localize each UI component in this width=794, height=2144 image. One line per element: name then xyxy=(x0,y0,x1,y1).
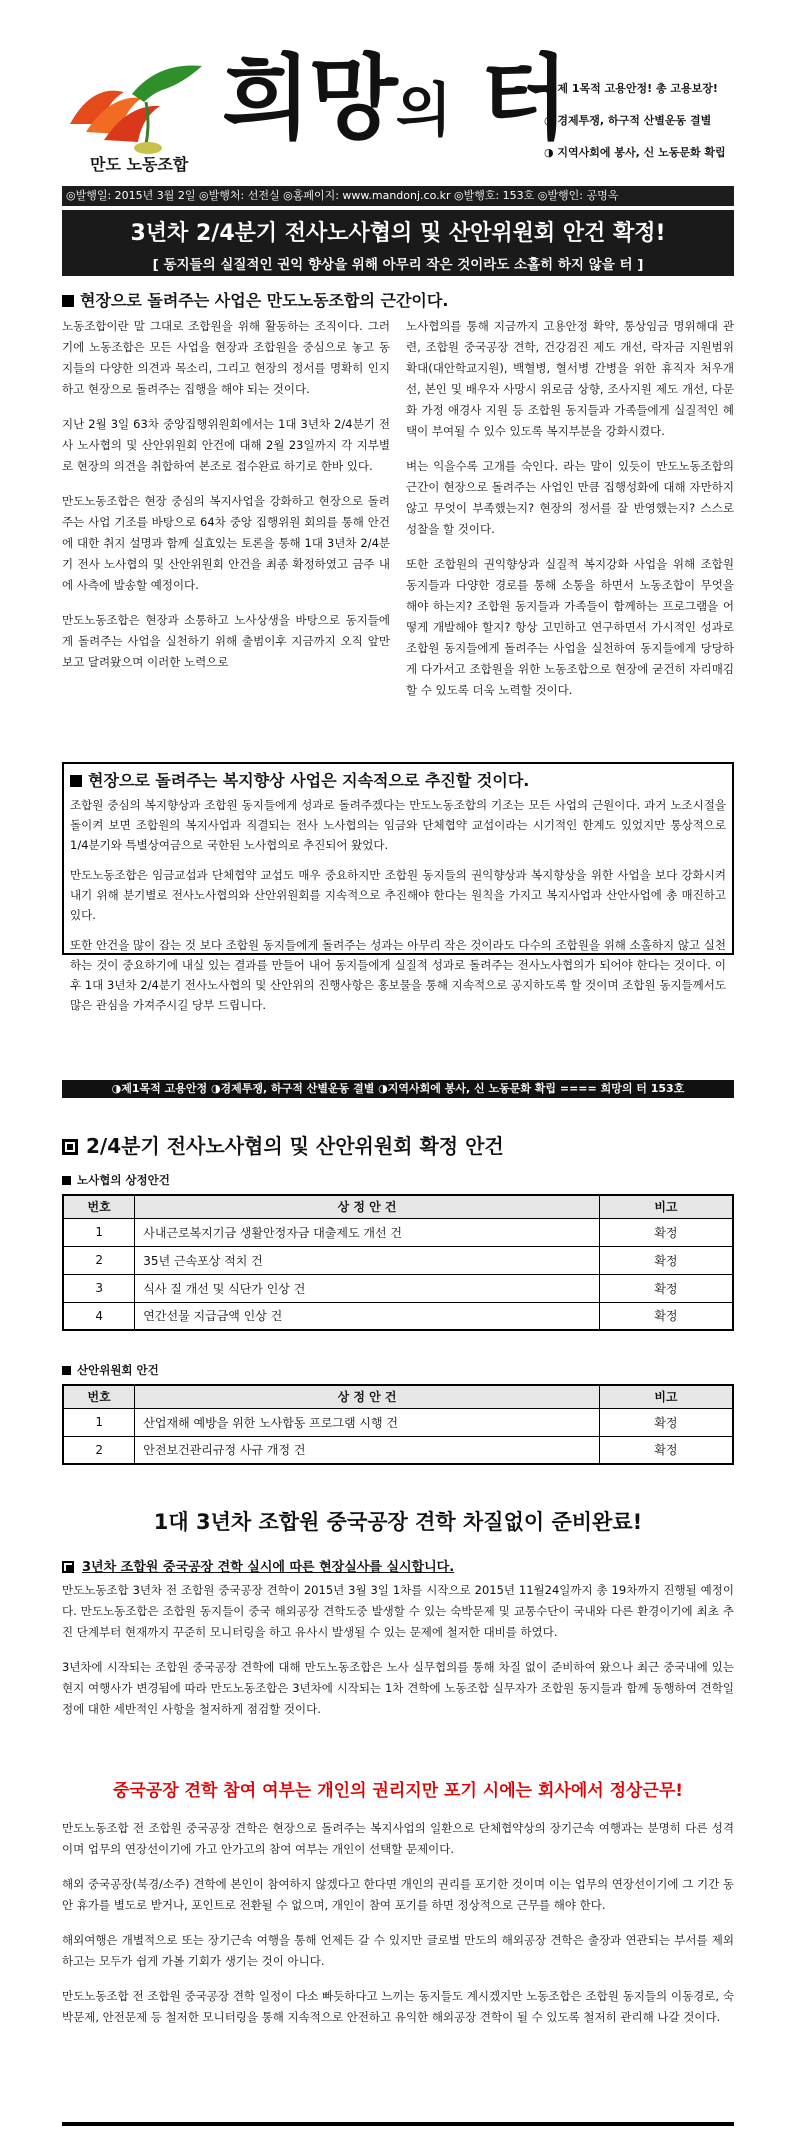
paragraph: 노동조합이란 말 그대로 조합원을 위해 활동하는 조직이다. 그러기에 노동조합은 모든 사업을 현장과 조합원을 중심으로 놓고 동지들의 다양한 의견과 목소리, 그리고 현장의 정서를 명확히 인지하고 현장으로 돌려주는 집행을 해야 되는 것이다. xyxy=(62,319,390,396)
paragraph: 또한 안건을 많이 잡는 것 보다 조합원 동지들에게 돌려주는 성과는 아무리 작은 것이라도 다수의 조합원을 위해 소홀하지 않고 실천하는 것이 중요하기에 내실 있는 결과를 만들어 내어 동지들에게 실질적 성과로 돌려주는 전사노사협의가 되어야 한다는 것이다. 이후 1대 3년차 2/4분기 전사노사협의 및 산안위의 진행사항은 홍보물을 통해 지속적으로 공지하도록 할 것이며 조합원 동지들께서도 많은 관심을 가져주시길 당부 드립니다. xyxy=(70,938,726,1012)
slogan-item: ◑ 지역사회에 봉사, 신 노동문화 확립 xyxy=(544,146,726,159)
column-header: 비고 xyxy=(599,1195,733,1218)
labor-agenda-table xyxy=(62,1194,734,1331)
table-row xyxy=(63,1302,733,1330)
section1-title-text: 현장으로 돌려주는 사업은 만도노동조합의 근간이다. xyxy=(80,291,449,310)
paragraph: 만도노동조합 3년차 전 조합원 중국공장 견학이 2015년 3월 3일 1차를 시작으로 2015년 11월24일까지 총 19차까지 진행될 예정이다. 만도노동조합은 조합원 동지들이 중국 해외공장 견학도중 발생할 수 있는 숙박문제 및 교통수단이 국내와 다른 환경이기에 최초 추진 단계부터 현재까지 꾸준히 모니터링을 하고 유사시 발생될 수 있는 문제에 철저한 대비를 하였다. xyxy=(62,1583,734,1639)
square-bullet-icon xyxy=(70,775,82,787)
title-part-c: 터 xyxy=(479,44,567,152)
china-visit-subtitle xyxy=(62,1556,454,1575)
union-logo-icon xyxy=(62,54,212,166)
paragraph: 만도노동조합 전 조합원 중국공장 견학은 현장으로 돌려주는 복지사업의 일환으로 단체협약상의 장기근속 여행과는 분명히 다른 성격이며 업무의 연장선이기에 가고 안가고의 참여 여부는 개인이 선택할 문제이다. xyxy=(62,1821,734,1856)
paragraph: 만도노동조합은 현장 중심의 복지사업을 강화하고 현장으로 돌려주는 사업 기조를 바탕으로 64차 중앙 집행위원 회의를 통해 안건에 대한 취지 설명과 함께 실효있는 토론을 통해 1대 3년차 2/4분기 전사 노사협의 및 산안위원회 안건을 최종 확정하였고 금주 내에 사측에 발송할 예정이다. xyxy=(62,494,390,592)
square-target-icon xyxy=(62,1139,78,1155)
agenda-title-text: 2/4분기 전사노사협의 및 산안위원회 확정 안건 xyxy=(86,1134,504,1158)
row-note: 확정 xyxy=(599,1408,733,1436)
slogan-list xyxy=(544,80,734,176)
china-visit-subtitle-text: 3년차 조합원 중국공장 견학 실시에 따른 현장실사를 실시합니다. xyxy=(82,1560,455,1575)
paragraph: 만도노동조합은 현장과 소통하고 노사상생을 바탕으로 동지들에게 돌려주는 사업을 실천하기 위해 출범이후 지금까지 오직 앞만 보고 달려왔으며 이러한 노력으로 xyxy=(62,613,390,669)
row-item: 연간선물 지급금액 인상 건 xyxy=(135,1302,600,1330)
row-note: 확정 xyxy=(599,1246,733,1274)
headline-box xyxy=(62,210,734,276)
safety-agenda-subtitle xyxy=(62,1362,159,1378)
square-bullet-icon xyxy=(62,295,74,307)
square-target-icon xyxy=(62,1561,74,1573)
agenda-title xyxy=(62,1130,504,1159)
row-number: 1 xyxy=(63,1408,135,1436)
table-header-row xyxy=(63,1195,733,1218)
row-item: 산업재해 예방을 위한 노사합동 프로그램 시행 건 xyxy=(135,1408,600,1436)
paragraph: 벼는 익을수록 고개를 숙인다. 라는 말이 있듯이 만도노동조합의 근간이 현장으로 돌려주는 사업인 만큼 집행성화에 대해 자만하지 않고 무엇이 부족했는지? 현장의 정서를 잘 반영했는지? 스스로 성찰을 할 것이다. xyxy=(406,459,734,536)
row-item: 사내근로복지기금 생활안정자금 대출제도 개선 건 xyxy=(135,1218,600,1246)
section2-title-text: 현장으로 돌려주는 복지향상 사업은 지속적으로 추진할 것이다. xyxy=(88,771,530,790)
issue-info-bar: ◎발행일: 2015년 3월 2일 ◎발행처: 선전실 ◎홈페이지: www.mandonj.co.kr ◎발행호: 153호 ◎발행인: 공명옥 xyxy=(62,186,734,206)
square-bullet-icon xyxy=(62,1176,71,1185)
labor-agenda-subtitle xyxy=(62,1172,170,1188)
newsletter-title xyxy=(222,44,567,152)
safety-agenda-table xyxy=(62,1384,734,1465)
title-part-b: 의 xyxy=(395,76,450,144)
column-header: 상 정 안 건 xyxy=(135,1385,600,1408)
slogan-strip: ◑제1목적 고용안정 ◑경제투쟁, 하구적 산별운동 결별 ◑지역사회에 봉사, 신 노동문화 확립 ==== 희망의 터 153호 xyxy=(62,1080,734,1098)
table-row xyxy=(63,1436,733,1464)
china-visit-notice: 중국공장 견학 참여 여부는 개인의 권리지만 포기 시에는 회사에서 정상근무! xyxy=(112,1781,684,1801)
paragraph: 지난 2월 3일 63차 중앙집행위원회에서는 1대 3년차 2/4분기 전사 노사협의 및 산안위원회 안건에 대해 2월 23일까지 각 지부별로 현장의 의견을 취합하여 본조로 접수완료 하기로 한바 있다. xyxy=(62,417,390,473)
section2-title xyxy=(70,768,726,791)
welfare-box xyxy=(62,762,734,1012)
row-note: 확정 xyxy=(599,1218,733,1246)
section1-right-column xyxy=(406,316,734,715)
section1-title xyxy=(62,288,448,311)
paragraph: 해외 중국공장(북경/소주) 견학에 본인이 참여하지 않겠다고 한다면 개인의 권리를 포기한 것이며 이는 업무의 연장선이기에 그 기간 동안 휴가를 별도로 받거나, 포인트로 전환될 수 없으며, 개인이 참여 포기를 하면 정상적으로 근무를 해야 한다. xyxy=(62,1877,734,1912)
table-row xyxy=(63,1246,733,1274)
row-note: 확정 xyxy=(599,1302,733,1330)
section1-left-column xyxy=(62,316,390,687)
newsletter-page xyxy=(62,0,734,2144)
masthead xyxy=(62,44,734,188)
china-visit-body-1 xyxy=(62,1580,734,1734)
paragraph: 조합원 중심의 복지향상과 조합원 동지들에게 성과로 돌려주겠다는 만도노동조합의 기조는 모든 사업의 근원이다. 과거 노조시절을 돌이켜 보면 조합원의 복지사업과 직결되는 전사 노사협의는 임금와 단체협약 교섭이라는 시기적인 한계도 있었지만 통상적으로 1/4분기와 특별상여금으로 국한된 노사협의로 추진되어 왔었다. xyxy=(70,798,726,852)
paragraph: 노사협의를 통해 지금까지 고용안정 확약, 통상임금 명위해대 관련, 조합원 중국공장 견학, 건강검진 제도 개선, 락자금 지원범위 확대(대안학교지원), 백혈병, 혈서병 간병을 위한 휴직자 처우개선, 본인 및 배우자 사망시 위로금 상향, 조사지원 제도 개선, 다문화 가정 애경사 지원 등 조합원 동지들과 가족들에게 실질적인 혜택이 부여될 수 있수 있도록 복지부분을 강화시켰다. xyxy=(406,319,734,438)
bottom-rule xyxy=(62,2122,734,2126)
table-header-row xyxy=(63,1385,733,1408)
row-number: 2 xyxy=(63,1436,135,1464)
column-header: 번호 xyxy=(63,1195,135,1218)
table-row xyxy=(63,1274,733,1302)
row-note: 확정 xyxy=(599,1436,733,1464)
row-note: 확정 xyxy=(599,1274,733,1302)
safety-agenda-subtitle-text: 산안위원회 안건 xyxy=(77,1363,159,1377)
table-row xyxy=(63,1408,733,1436)
china-visit-body-2 xyxy=(62,1818,734,2042)
row-number: 4 xyxy=(63,1302,135,1330)
china-visit-title: 1대 3년차 조합원 중국공장 견학 차질없이 준비완료! xyxy=(153,1510,643,1534)
slogan-item: ◑ 경제투쟁, 하구적 산별운동 결별 xyxy=(544,114,712,127)
row-item: 35년 근속포상 적치 건 xyxy=(135,1246,600,1274)
paragraph: 3년차에 시작되는 조합원 중국공장 견학에 대해 만도노동조합은 노사 실무협의를 통해 차질 없이 준비하여 왔으나 최근 중국내에 있는 현지 여행사가 변경됨에 따라 만도노동조합은 3년차에 시작되는 1차 견학에 노동조합 실무자가 조합원 동지들과 함께 동행하여 견학일정에 대한 세반적인 사항을 철저하게 점검할 것이다. xyxy=(62,1660,734,1716)
labor-agenda-subtitle-text: 노사협의 상정안건 xyxy=(77,1173,170,1187)
paragraph: 만도노동조합 전 조합원 중국공장 견학 일정이 다소 빠듯하다고 느끼는 동지들도 계시겠지만 노동조합은 조합원 동지들의 이동경로, 숙박문제, 안전문제 등 철저한 모니터링을 통해 지속적으로 안전하고 유익한 해외공장 견학이 될 수 있도록 철저히 관리해 나갈 것이다. xyxy=(62,1989,734,2024)
row-number: 1 xyxy=(63,1218,135,1246)
row-item: 안전보건관리규정 사규 개정 건 xyxy=(135,1436,600,1464)
title-part-a: 희망 xyxy=(222,44,396,152)
headline-title: 3년차 2/4분기 전사노사협의 및 산안위원회 안건 확정! xyxy=(130,221,666,246)
row-number: 2 xyxy=(63,1246,135,1274)
union-name: 만도 노동조합 xyxy=(90,155,189,174)
paragraph: 해외여행은 개별적으로 또는 장기근속 여행을 통해 언제든 갈 수 있지만 글로벌 만도의 해외공장 견학은 출장과 연관되는 부서를 제외하고는 모두가 쉽게 가볼 기회가 생기는 것이 아니다. xyxy=(62,1933,734,1968)
headline-subtitle: [ 동지들의 실질적인 권익 향상을 위해 아무리 작은 것이라도 소홀히 하지 않을 터 ] xyxy=(152,257,644,273)
slogan-item: ◑ 제 1목적 고용안정! 총 고용보장! xyxy=(544,82,718,95)
column-header: 비고 xyxy=(599,1385,733,1408)
column-header: 상 정 안 건 xyxy=(135,1195,600,1218)
square-bullet-icon xyxy=(62,1366,71,1375)
row-item: 식사 질 개선 및 식단가 인상 건 xyxy=(135,1274,600,1302)
row-number: 3 xyxy=(63,1274,135,1302)
paragraph: 만도노동조합은 임금교섭과 단체협약 교섭도 매우 중요하지만 조합원 동지들의 권익향상과 복지향상을 위한 사업을 보다 강화시켜 내기 위해 분기별로 전사노사협의와 산안위원회를 지속적으로 추진해야 한다는 원칙을 가지고 복지사업과 산안사업에 총 매진하고 있다. xyxy=(70,868,726,922)
paragraph: 또한 조합원의 권익향상과 실질적 복지강화 사업을 위해 조합원 동지들과 다양한 경로를 통해 소통을 하면서 노동조합이 무엇을 해야 하는지? 조합원 동지들과 가족들이 함께하는 프로그램을 어떻게 개발해야 할지? 항상 고민하고 연구하면서 가시적인 성과로 조합원 동지들에게 돌려주는 사업을 실천하여 동지들에게 당당하게 다가서고 조합원을 위한 노동조합으로 현장에 굳건히 자리매김 할 수 있도록 더욱 노력할 것이다. xyxy=(406,557,734,697)
column-header: 번호 xyxy=(63,1385,135,1408)
table-row xyxy=(63,1218,733,1246)
